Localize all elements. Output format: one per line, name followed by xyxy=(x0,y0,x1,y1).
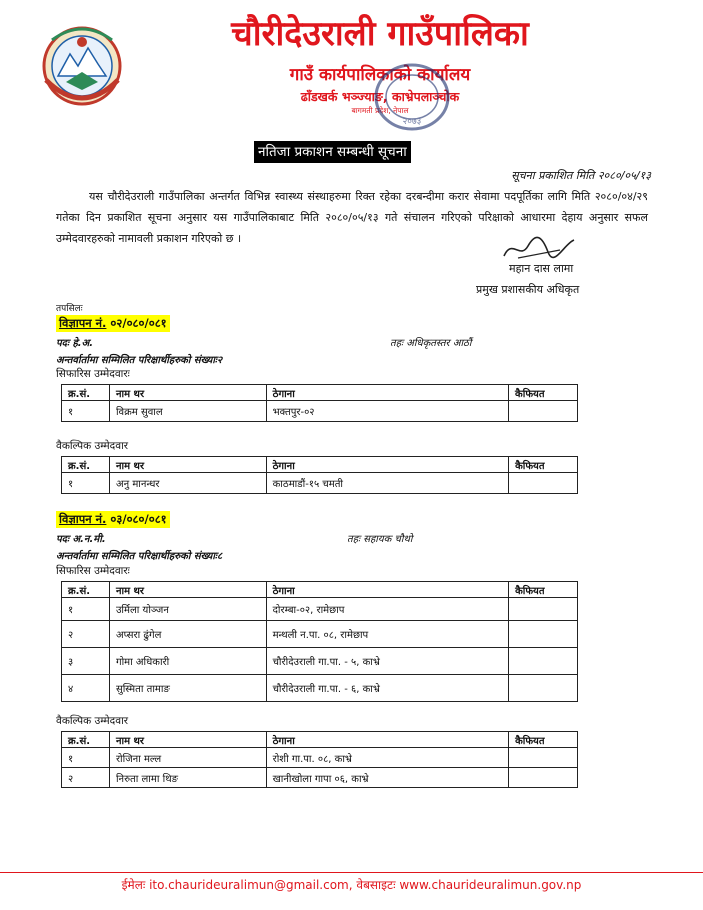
participant-count-value: ८ xyxy=(216,551,223,562)
footer-divider xyxy=(0,872,703,873)
office-stamp-icon xyxy=(372,60,452,134)
footer-contact xyxy=(0,876,703,893)
table-row xyxy=(62,473,578,494)
table-row xyxy=(62,598,578,621)
header-name: नाम थर xyxy=(109,582,266,598)
cell-address: मन्थली न.पा. ०८, रामेछाप xyxy=(266,621,509,648)
header-sn: क्र.सं. xyxy=(62,732,110,748)
cell-name: निरुता लामा थिङ xyxy=(109,768,266,788)
advert-number-value: ०३/०८०/०८१ xyxy=(110,512,167,526)
post-level: तहः अधिकृतस्तर आठौं xyxy=(390,338,472,349)
cell-name: विक्रम सुवाल xyxy=(109,401,266,422)
header-address: ठेगाना xyxy=(266,385,508,401)
cell-remarks xyxy=(509,621,578,648)
alternate-table xyxy=(61,456,578,494)
signature-icon xyxy=(498,234,578,264)
advert-number xyxy=(56,315,170,332)
cell-name: अनु मानन्धर xyxy=(109,473,266,494)
recommended-label: सिफारिस उम्मेदवारः xyxy=(56,368,130,380)
cell-remarks xyxy=(509,675,578,702)
header-address: ठेगाना xyxy=(266,457,508,473)
letterhead xyxy=(0,0,703,130)
email-label: ईमेलः xyxy=(121,878,146,892)
office-address: ढाँडखर्क भञ्ज्याङ, काभ्रेपलाञ्चोक xyxy=(300,89,460,104)
recommended-label: सिफारिस उम्मेदवारः xyxy=(56,565,130,577)
cell-sn: १ xyxy=(62,473,110,494)
header-remarks: कैफियत xyxy=(509,457,578,473)
header-sn: क्र.सं. xyxy=(62,385,110,401)
participant-count xyxy=(56,352,222,366)
website-link[interactable]: www.chaurideuralimun.gov.np xyxy=(399,878,582,892)
cell-sn: २ xyxy=(62,621,110,648)
cell-remarks xyxy=(509,473,578,494)
advert-number-value: ०२/०८०/०८१ xyxy=(110,316,167,330)
published-date: सूचना प्रकाशित मिति २०८०/०५/१३ xyxy=(511,169,651,182)
cell-name: रोजिना मल्ल xyxy=(109,748,266,768)
nepal-emblem-icon xyxy=(36,20,128,108)
cell-remarks xyxy=(509,748,578,768)
recommended-table xyxy=(61,384,578,422)
table-row xyxy=(62,648,578,675)
table-header-row xyxy=(62,582,578,598)
table-row xyxy=(62,621,578,648)
post-name: पदः अ.न.मी. xyxy=(56,534,106,545)
signer-name: महान दास लामा xyxy=(509,262,574,275)
alternate-label: वैकल्पिक उम्मेदवार xyxy=(56,440,129,452)
header-remarks: कैफियत xyxy=(509,582,578,598)
header-address: ठेगाना xyxy=(266,732,508,748)
advert-number-label: विज्ञापन नं. xyxy=(59,316,107,330)
cell-sn: ४ xyxy=(62,675,110,702)
table-row xyxy=(62,675,578,702)
table-header-row xyxy=(62,732,578,748)
cell-remarks xyxy=(509,598,578,621)
post-level: तहः सहायक चौथो xyxy=(347,534,413,545)
province-line: बागमती प्रदेश, नेपाल xyxy=(351,106,409,115)
cell-address: खानीखोला गापा ०६, काभ्रे xyxy=(266,768,508,788)
cell-sn: १ xyxy=(62,401,110,422)
header-sn: क्र.सं. xyxy=(62,457,110,473)
header-name: नाम थर xyxy=(109,732,266,748)
notice-title: नतिजा प्रकाशन सम्बन्धी सूचना xyxy=(254,141,411,163)
cell-sn: ३ xyxy=(62,648,110,675)
website-label: वेबसाइटः xyxy=(356,878,396,892)
notice-body-text: यस चौरीदेउराली गाउँपालिका अन्तर्गत विभिन्न स्वास्थ्य संस्थाहरुमा रिक्त रहेका दरबन्दीमा करार सेवामा पदपूर्तिका लागि मिति २०८०/०४/२९ गतेका दिन प्रकाशित सूचना अनुसार यस गाउँपालिकाबाट मिति २०८०/०५/१३ गते संचालन गरिएको परिक्षाको आधारमा देहाय अनुसार सफल उम्मेदवारहरुको नामावली प्रकाशन गरिएको छ । xyxy=(56,190,648,245)
cell-remarks xyxy=(509,768,578,788)
cell-address: भक्तपुर-०२ xyxy=(266,401,508,422)
cell-address: दोरम्बा-०२, रामेछाप xyxy=(266,598,509,621)
signer-title: प्रमुख प्रशासकीय अधिकृत xyxy=(476,283,580,296)
cell-name: अप्सरा ढुंगेल xyxy=(109,621,266,648)
header-address: ठेगाना xyxy=(266,582,509,598)
cell-sn: २ xyxy=(62,768,110,788)
cell-address: रोशी गा.पा. ०८, काभ्रे xyxy=(266,748,508,768)
recommended-table xyxy=(61,581,578,702)
cell-sn: १ xyxy=(62,598,110,621)
participant-count xyxy=(56,548,222,562)
table-header-row xyxy=(62,457,578,473)
table-row xyxy=(62,748,578,768)
cell-address: चौरीदेउराली गा.पा. - ६, काभ्रे xyxy=(266,675,509,702)
participant-count-label: अन्तर्वार्तामा सम्मिलित परिक्षार्थीहरुको संख्याः xyxy=(56,355,217,366)
cell-remarks xyxy=(509,401,578,422)
header-sn: क्र.सं. xyxy=(62,582,110,598)
cell-name: उर्मिला योञ्जन xyxy=(109,598,266,621)
header-remarks: कैफियत xyxy=(509,385,578,401)
participant-count-value: २ xyxy=(216,355,223,366)
cell-address: काठमाडौं-१५ चमती xyxy=(266,473,508,494)
advert-number xyxy=(56,511,170,528)
header-name: नाम थर xyxy=(109,385,266,401)
stamp-year: २०७३ xyxy=(402,117,422,127)
details-label: तपसिलः xyxy=(56,304,83,314)
header-remarks: कैफियत xyxy=(509,732,578,748)
advert-number-label: विज्ञापन नं. xyxy=(59,512,107,526)
table-row xyxy=(62,401,578,422)
cell-address: चौरीदेउराली गा.पा. - ५, काभ्रे xyxy=(266,648,509,675)
post-name: पदः हे.अ. xyxy=(56,338,94,349)
cell-name: गोमा अधिकारी xyxy=(109,648,266,675)
email-link[interactable]: ito.chaurideuralimun@gmail.com, xyxy=(149,878,353,892)
cell-name: सुस्मिता तामाङ xyxy=(109,675,266,702)
participant-count-label: अन्तर्वार्तामा सम्मिलित परिक्षार्थीहरुको संख्याः xyxy=(56,551,217,562)
alternate-table xyxy=(61,731,578,788)
table-row xyxy=(62,768,578,788)
cell-remarks xyxy=(509,648,578,675)
org-name: चौरीदेउराली गाउँपालिका xyxy=(231,14,529,54)
alternate-label: वैकल्पिक उम्मेदवार xyxy=(56,715,129,727)
header-name: नाम थर xyxy=(109,457,266,473)
table-header-row xyxy=(62,385,578,401)
office-name: गाउँ कार्यपालिकाको कार्यालय xyxy=(289,65,471,85)
cell-sn: १ xyxy=(62,748,110,768)
